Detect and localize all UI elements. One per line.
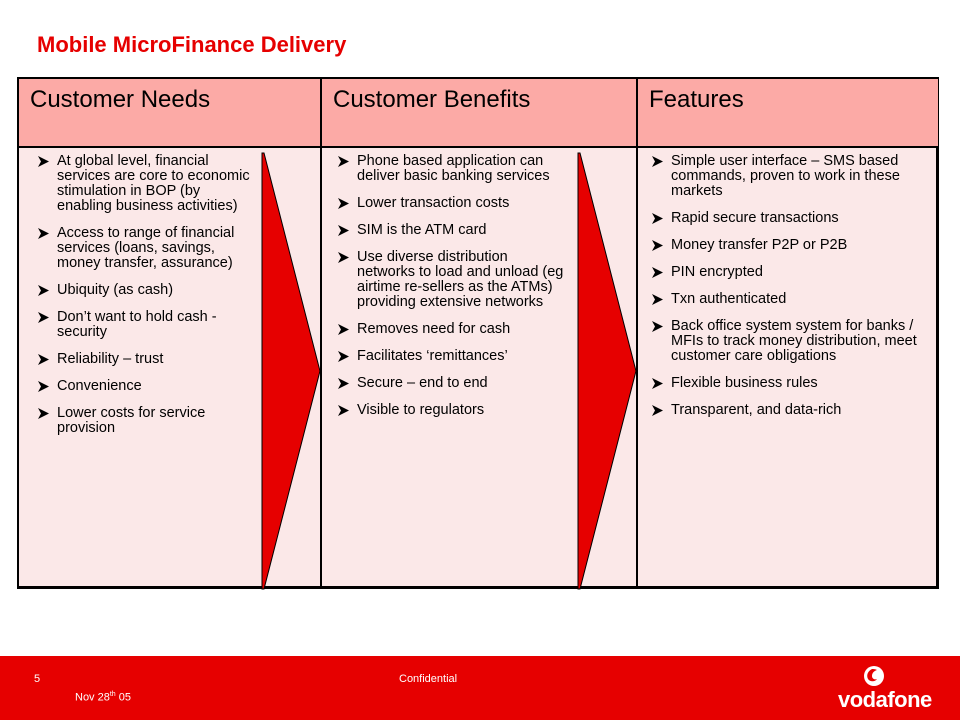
list-item-text: Secure – end to end — [357, 375, 488, 391]
list-item — [37, 226, 255, 271]
footer-date: Nov 28th 05 — [75, 691, 131, 704]
list-item — [337, 403, 569, 418]
comparison-table — [17, 77, 939, 589]
list-item-text: Phone based application can deliver basic banking services — [357, 153, 550, 184]
arrowhead-bullet-icon — [37, 353, 50, 366]
list-item — [651, 154, 931, 199]
header-cell-customer-benefits — [322, 79, 638, 148]
arrowhead-bullet-icon — [651, 212, 664, 225]
list-item — [37, 352, 255, 367]
list-item-text: Lower costs for service provision — [57, 405, 206, 436]
list-item — [651, 238, 931, 253]
list-item-text: Flexible business rules — [671, 375, 818, 391]
arrowhead-bullet-icon — [337, 251, 350, 264]
list-item — [337, 154, 569, 184]
list-item — [651, 211, 931, 226]
header-features: Features — [649, 86, 744, 113]
list-item — [651, 403, 931, 418]
arrowhead-bullet-icon — [37, 284, 50, 297]
list-item-text: At global level, financial services are core to economic stimulation in BOP (by enabling business activities) — [57, 153, 250, 214]
list-item — [337, 196, 569, 211]
footer-bar — [0, 656, 960, 720]
arrowhead-bullet-icon — [337, 155, 350, 168]
list-item-text: Rapid secure transactions — [671, 210, 839, 226]
arrowhead-bullet-icon — [651, 266, 664, 279]
list-item — [37, 154, 255, 214]
customer-needs-list — [37, 154, 255, 448]
list-item-text: Transparent, and data-rich — [671, 402, 842, 418]
list-item-text: Removes need for cash — [357, 321, 511, 337]
list-item-text: Txn authenticated — [671, 291, 787, 307]
customer-benefits-list — [337, 154, 569, 430]
arrowhead-bullet-icon — [651, 293, 664, 306]
header-cell-customer-needs — [19, 79, 322, 148]
arrowhead-bullet-icon — [337, 323, 350, 336]
list-item — [337, 376, 569, 391]
arrowhead-bullet-icon — [37, 227, 50, 240]
list-item — [651, 265, 931, 280]
brand-wordmark: vodafone — [838, 687, 932, 712]
list-item-text: Convenience — [57, 378, 142, 394]
list-item — [337, 349, 569, 364]
slide-title: Mobile MicroFinance Delivery — [37, 32, 347, 57]
arrowhead-bullet-icon — [337, 197, 350, 210]
list-item-text: Money transfer P2P or P2B — [671, 237, 848, 253]
list-item-text: Visible to regulators — [357, 402, 485, 418]
arrowhead-bullet-icon — [651, 377, 664, 390]
arrowhead-bullet-icon — [651, 320, 664, 333]
header-customer-needs: Customer Needs — [30, 86, 211, 113]
list-item-text: Lower transaction costs — [357, 195, 510, 211]
list-item — [37, 310, 255, 340]
arrowhead-bullet-icon — [337, 377, 350, 390]
chevron-arrow-icon — [260, 151, 322, 591]
list-item — [651, 292, 931, 307]
features-list — [651, 154, 931, 430]
list-item — [37, 283, 255, 298]
list-item-text: Reliability – trust — [57, 351, 164, 367]
list-item — [337, 223, 569, 238]
confidential-label: Confidential — [399, 673, 458, 685]
list-item — [651, 319, 931, 364]
list-item-text: Access to range of financial services (loans, savings, money transfer, assurance) — [57, 225, 235, 271]
arrowhead-bullet-icon — [651, 239, 664, 252]
arrowhead-bullet-icon — [37, 311, 50, 324]
arrowhead-bullet-icon — [37, 407, 50, 420]
list-item-text: Ubiquity (as cash) — [57, 282, 174, 298]
header-cell-features — [638, 79, 938, 148]
list-item-text: PIN encrypted — [671, 264, 763, 280]
arrowhead-bullet-icon — [651, 404, 664, 417]
arrowhead-bullet-icon — [37, 380, 50, 393]
list-item — [37, 379, 255, 394]
list-item-text: Facilitates ‘remittances’ — [357, 348, 508, 364]
list-item — [37, 406, 255, 436]
arrowhead-bullet-icon — [337, 404, 350, 417]
header-customer-benefits: Customer Benefits — [333, 86, 531, 113]
arrowhead-bullet-icon — [337, 350, 350, 363]
list-item-text: Simple user interface – SMS based commands, proven to work in these markets — [671, 153, 900, 199]
list-item — [651, 376, 931, 391]
list-item-text: SIM is the ATM card — [357, 222, 487, 238]
arrowhead-bullet-icon — [651, 155, 664, 168]
chevron-arrow-icon — [576, 151, 638, 591]
arrowhead-bullet-icon — [337, 224, 350, 237]
list-item-text: Don’t want to hold cash - security — [57, 309, 217, 340]
page-number: 5 — [34, 673, 41, 685]
list-item-text: Back office system system for banks / MFIs to track money distribution, meet customer care obligations — [671, 318, 917, 364]
arrowhead-bullet-icon — [37, 155, 50, 168]
list-item — [337, 250, 569, 310]
list-item — [337, 322, 569, 337]
list-item-text: Use diverse distribution networks to load and unload (eg airtime re-sellers as the ATMs) providing extensive networks — [357, 249, 564, 310]
